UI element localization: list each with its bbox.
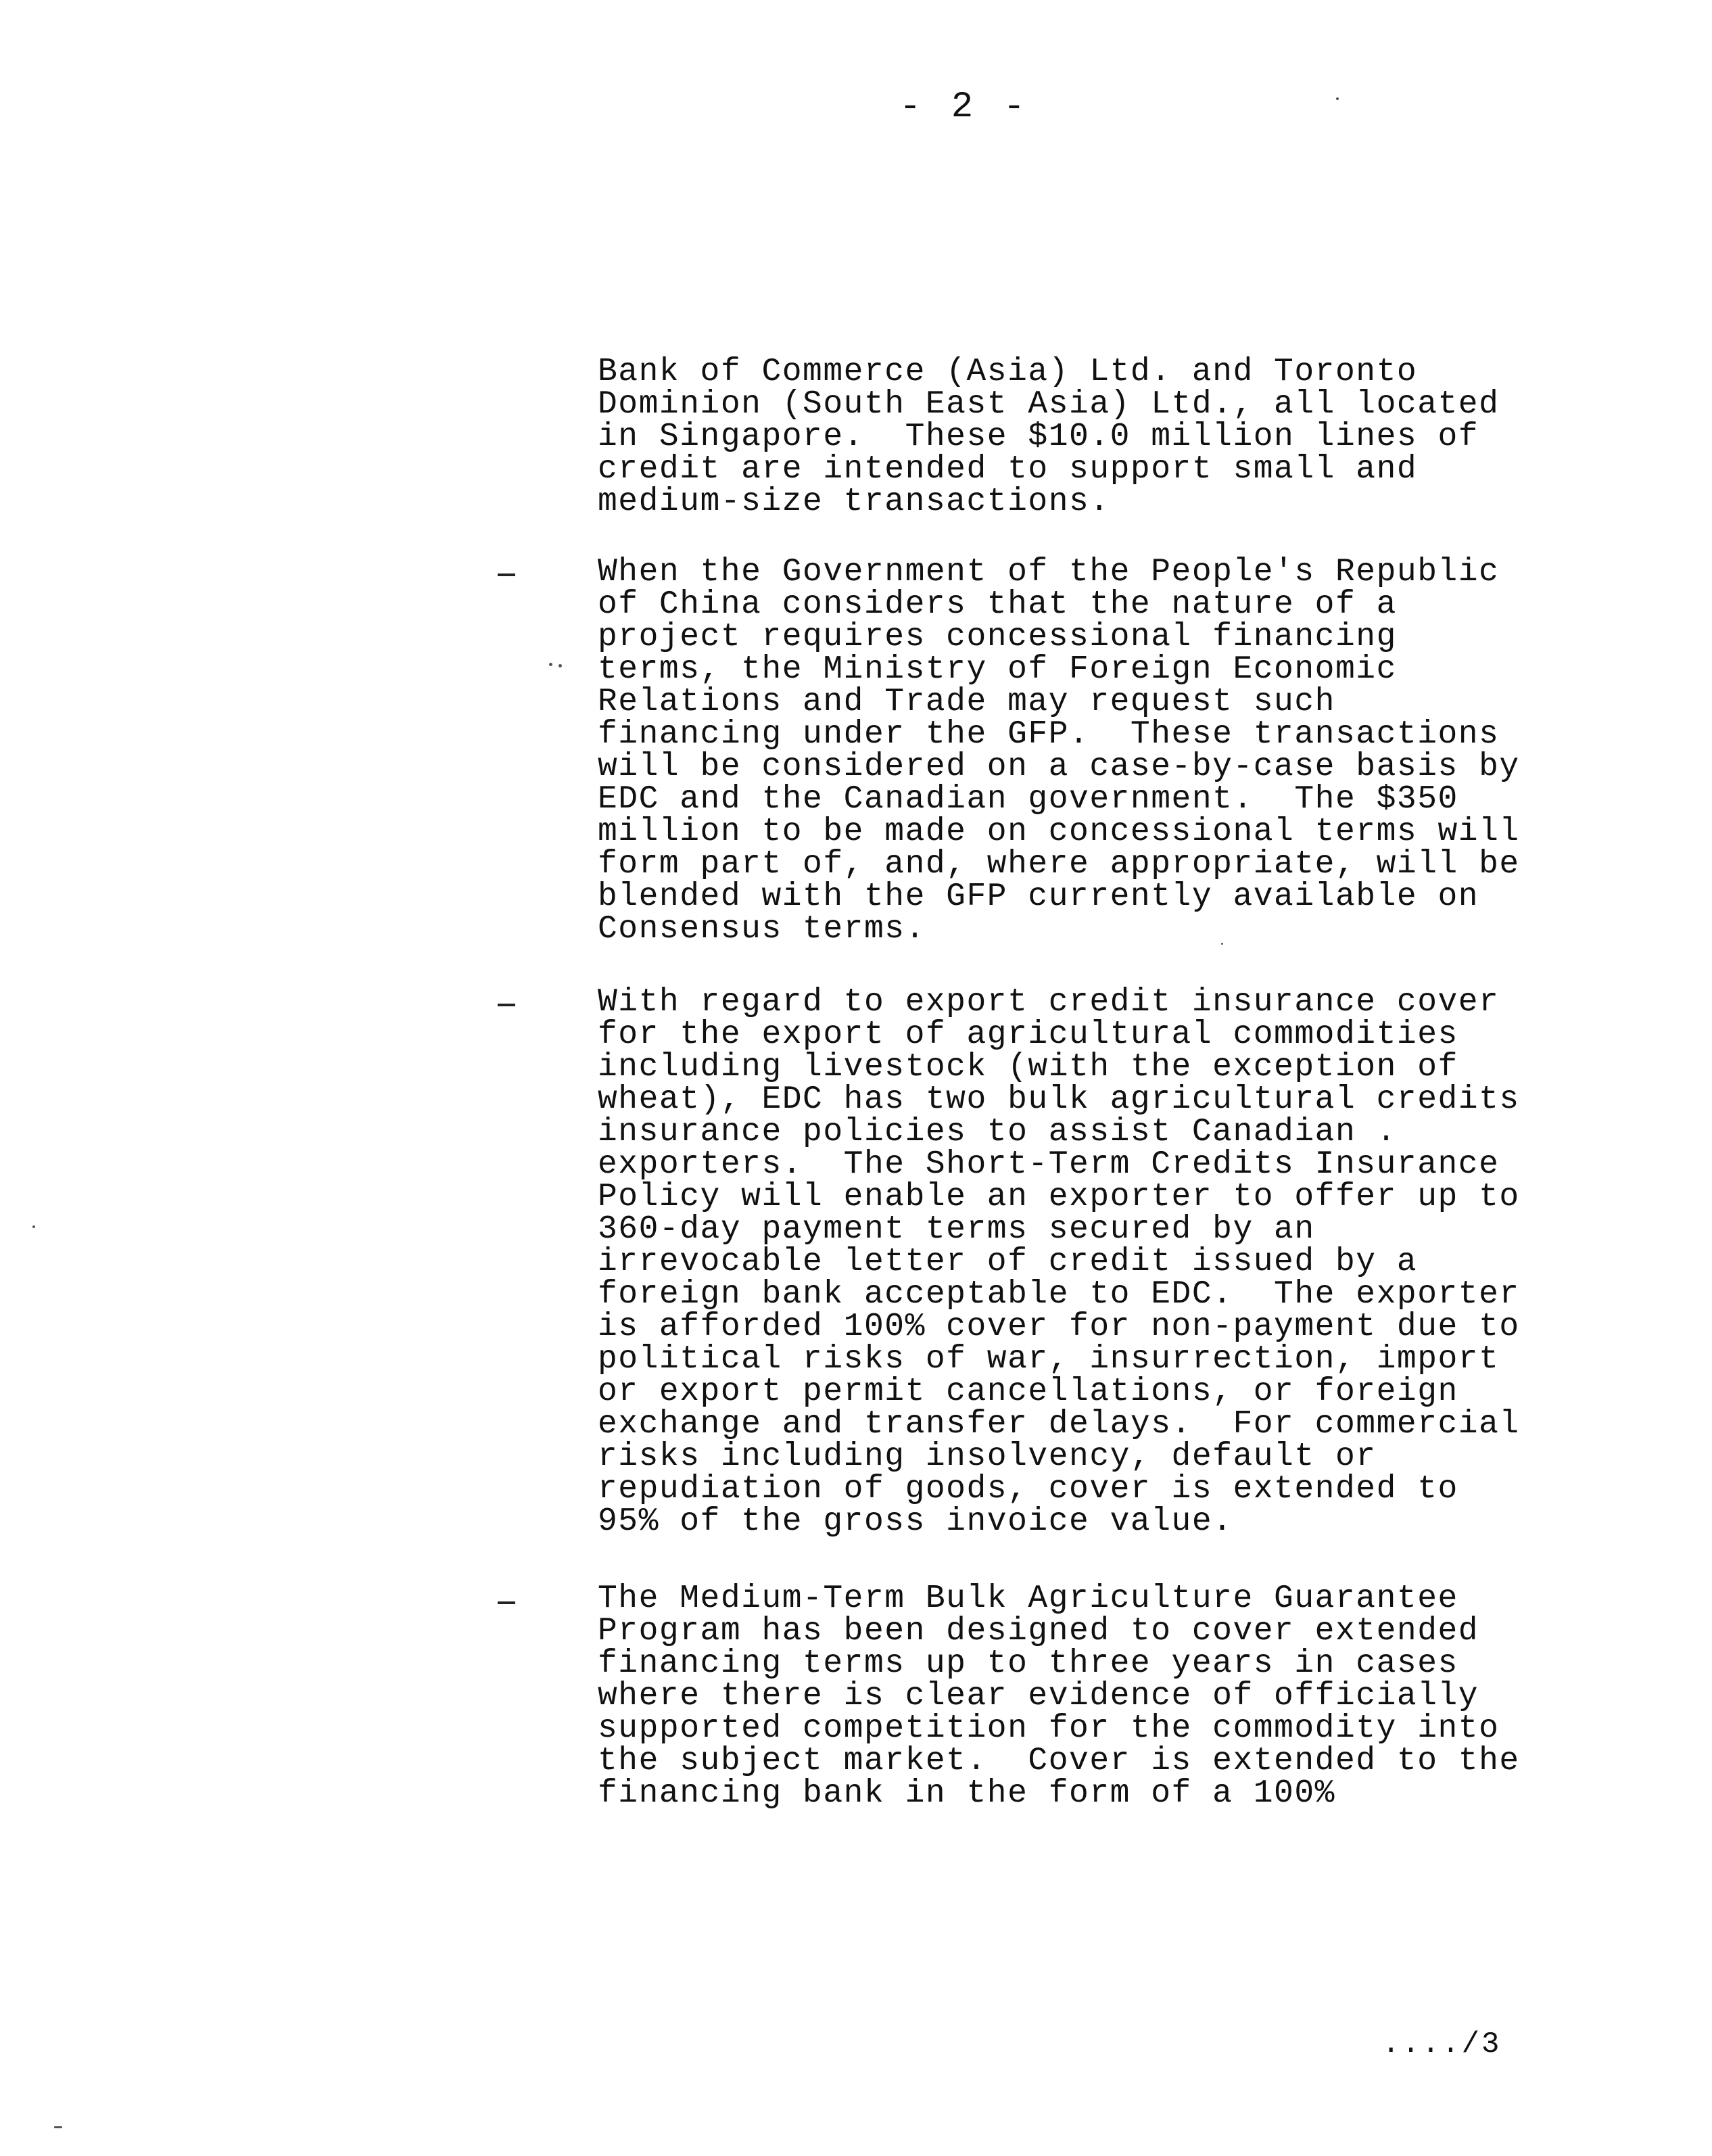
bullet-dash [498, 573, 515, 576]
paragraph-singapore-credit-lines: Bank of Commerce (Asia) Ltd. and Toronto Dominion (South East Asia) Ltd., all located in Singapore. These $10.0 million lines of credit are intended to support small and medium-size transactions. [598, 354, 1500, 520]
scan-speck [549, 663, 552, 666]
paragraph-concessional-financing: When the Government of the People's Republic of China considers that the nature of a project requires concessional financing terms, the Ministry of Foreign Economic Relations and Trade may request such financing under the GFP. These transactions will be considered on a case-by-case basis by EDC and the Canadian government. The $350 million to be made on concessional terms will form part of, and, where appropriate, will be blended with the GFP currently available on Consensus terms. [598, 554, 1520, 947]
continuation-marker: ..../3 [1382, 2028, 1502, 2061]
scan-speck [32, 1225, 35, 1228]
paragraph-export-credit-insurance: With regard to export credit insurance cover for the export of agricultural commodities including livestock (with the exception of wheat), EDC has two bulk agricultural credits insurance policies to assist Canadian . exporters. The Short-Term Credits Insurance Policy will enable an exporter to offer up to 360-day payment terms secured by an irrevocable letter of credit issued by a foreign bank acceptable to EDC. The exporter is afforded 100% cover for non-payment due to political risks of war, insurrection, import or export permit cancellations, or foreign exchange and transfer delays. For commercial risks including insolvency, default or repudiation of goods, cover is extended to 95% of the gross invoice value. [598, 984, 1520, 1540]
bullet-dash [498, 1601, 515, 1604]
scan-speck [54, 2126, 62, 2128]
bullet-dash [498, 1004, 515, 1006]
scan-speck [558, 664, 562, 667]
scan-speck [1221, 943, 1223, 945]
paragraph-medium-term-guarantee: The Medium-Term Bulk Agriculture Guarantee Program has been designed to cover extended financing terms up to three years in cases where there is clear evidence of officially supported competition for the commodity into the subject market. Cover is extended to the financing bank in the form of a 100% [598, 1580, 1520, 1812]
scan-speck [1336, 97, 1339, 100]
page-number: - 2 - [899, 87, 1030, 128]
